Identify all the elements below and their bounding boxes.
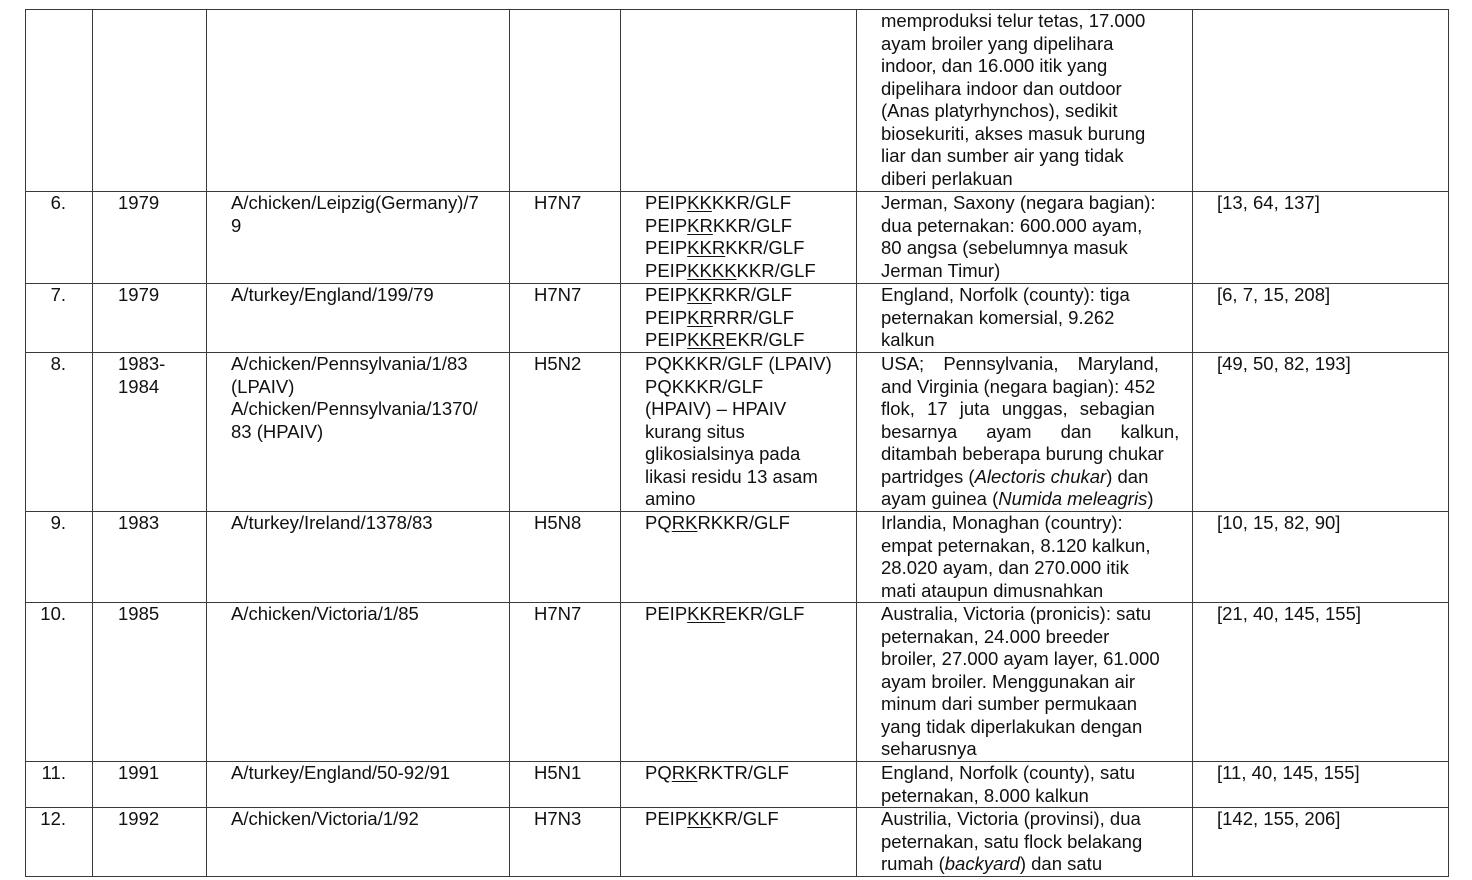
cell-reference: [21, 40, 145, 155] bbox=[1193, 603, 1449, 762]
desc-line: peternakan, 24.000 breeder bbox=[881, 625, 1110, 647]
year-line: 1983- bbox=[118, 353, 166, 374]
sequence-line: PEIPKKREKR/GLF bbox=[645, 603, 805, 624]
strain-line: A/chicken/Leipzig(Germany)/7 bbox=[231, 192, 479, 213]
cell-strain bbox=[207, 192, 510, 284]
cell-sequence bbox=[621, 284, 857, 353]
desc-line: England, Norfolk (county): tiga bbox=[881, 284, 1130, 305]
cell-sequence bbox=[621, 353, 857, 512]
cell-year: 1979 bbox=[93, 284, 207, 353]
desc-line: 80 angsa (sebelumnya masuk bbox=[881, 237, 1128, 258]
sequence-line: (HPAIV) – HPAIV bbox=[645, 398, 787, 419]
cell-no: 12. bbox=[26, 808, 93, 877]
desc-line: dipelihara indoor dan outdoor bbox=[881, 77, 1122, 99]
sequence-line: PEIPKKKKKKR/GLF bbox=[645, 259, 816, 281]
desc-line: 28.020 ayam, dan 270.000 itik bbox=[881, 557, 1129, 578]
desc-line: ayam guinea (Numida meleagris) bbox=[881, 488, 1154, 509]
cell-description bbox=[857, 603, 1193, 762]
desc-line: Jerman Timur) bbox=[881, 259, 1001, 281]
desc-line: memproduksi telur tetas, 17.000 bbox=[881, 10, 1146, 31]
cell-sequence bbox=[621, 10, 857, 192]
cell-description bbox=[857, 192, 1193, 284]
cell-no: 7. bbox=[26, 284, 93, 353]
cell-year bbox=[93, 353, 207, 512]
cell-subtype: H5N1 bbox=[510, 762, 621, 808]
desc-line: peternakan komersial, 9.262 bbox=[881, 306, 1115, 328]
cell-description bbox=[857, 762, 1193, 808]
cell-year: 1991 bbox=[93, 762, 207, 808]
table-row bbox=[26, 808, 1449, 877]
cell-subtype: H5N8 bbox=[510, 512, 621, 603]
strain-line: 9 bbox=[231, 214, 242, 236]
sequence-line: PEIPKKRKR/GLF bbox=[645, 284, 793, 305]
sequence-line: PQRKRKTR/GLF bbox=[645, 762, 789, 783]
table-row bbox=[26, 192, 1449, 284]
desc-line: Austrilia, Victoria (provinsi), dua bbox=[881, 808, 1141, 829]
cell-reference: [49, 50, 82, 193] bbox=[1193, 353, 1449, 512]
cell-no bbox=[26, 10, 93, 192]
sequence-line: likasi residu 13 asam bbox=[645, 465, 818, 487]
cell-reference bbox=[1193, 10, 1449, 192]
cell-sequence bbox=[621, 808, 857, 877]
cell-reference: [6, 7, 15, 208] bbox=[1193, 284, 1449, 353]
desc-line: rumah (backyard) dan satu bbox=[881, 853, 1103, 874]
cell-strain bbox=[207, 762, 510, 808]
cell-no: 6. bbox=[26, 192, 93, 284]
sequence-line: PEIPKKKKR/GLF bbox=[645, 192, 792, 213]
cell-no: 11. bbox=[26, 762, 93, 808]
desc-line: peternakan, 8.000 kalkun bbox=[881, 784, 1089, 806]
strain-line: 83 (HPAIV) bbox=[231, 420, 324, 442]
outbreak-table bbox=[25, 9, 1449, 877]
desc-line: England, Norfolk (county), satu bbox=[881, 762, 1135, 783]
cell-year: 1983 bbox=[93, 512, 207, 603]
sequence-line: amino bbox=[645, 488, 696, 509]
cell-subtype: H7N3 bbox=[510, 808, 621, 877]
cell-no: 8. bbox=[26, 353, 93, 512]
desc-line: partridges (Alectoris chukar) dan bbox=[881, 465, 1149, 487]
sequence-line: glikosialsinya pada bbox=[645, 443, 801, 464]
desc-line: flok, 17 juta unggas, sebagian bbox=[881, 398, 1155, 419]
cell-reference: [142, 155, 206] bbox=[1193, 808, 1449, 877]
desc-line: Jerman, Saxony (negara bagian): bbox=[881, 192, 1156, 213]
sequence-line: PQKKKR/GLF (LPAIV) bbox=[645, 353, 832, 374]
table-row bbox=[26, 762, 1449, 808]
desc-line: minum dari sumber permukaan bbox=[881, 693, 1138, 714]
cell-strain bbox=[207, 284, 510, 353]
cell-description bbox=[857, 353, 1193, 512]
cell-no: 9. bbox=[26, 512, 93, 603]
cell-reference: [13, 64, 137] bbox=[1193, 192, 1449, 284]
table-row-continuation bbox=[26, 10, 1449, 192]
cell-sequence bbox=[621, 762, 857, 808]
desc-line: ayam broiler. Menggunakan air bbox=[881, 670, 1136, 692]
cell-subtype: H7N7 bbox=[510, 192, 621, 284]
cell-subtype: H7N7 bbox=[510, 284, 621, 353]
desc-line: indoor, dan 16.000 itik yang bbox=[881, 55, 1108, 76]
desc-line: dua peternakan: 600.000 ayam, bbox=[881, 214, 1143, 236]
strain-line: A/turkey/England/199/79 bbox=[231, 284, 434, 305]
cell-year: 1979 bbox=[93, 192, 207, 284]
cell-strain bbox=[207, 512, 510, 603]
table-row bbox=[26, 353, 1449, 512]
desc-line: broiler, 27.000 ayam layer, 61.000 bbox=[881, 648, 1160, 669]
cell-no: 10. bbox=[26, 603, 93, 762]
desc-line: besarnya ayam dan kalkun, bbox=[881, 420, 1180, 442]
cell-strain bbox=[207, 603, 510, 762]
cell-sequence bbox=[621, 512, 857, 603]
year-line: 1984 bbox=[118, 375, 160, 397]
strain-line: A/chicken/Pennsylvania/1/83 bbox=[231, 353, 468, 374]
desc-line: ditambah beberapa burung chukar bbox=[881, 443, 1164, 464]
desc-line: Irlandia, Monaghan (country): bbox=[881, 512, 1123, 533]
desc-line: (Anas platyrhynchos), sedikit bbox=[881, 100, 1118, 121]
sequence-line: PEIPKRKKR/GLF bbox=[645, 214, 793, 236]
sequence-line: PEIPKKREKR/GLF bbox=[645, 329, 805, 350]
desc-line: diberi perlakuan bbox=[881, 167, 1013, 189]
cell-reference: [11, 40, 145, 155] bbox=[1193, 762, 1449, 808]
desc-line: kalkun bbox=[881, 329, 935, 350]
strain-line: (LPAIV) bbox=[231, 375, 295, 397]
desc-line: seharusnya bbox=[881, 738, 977, 759]
strain-line: A/chicken/Pennsylvania/1370/ bbox=[231, 398, 478, 419]
desc-line: peternakan, satu flock belakang bbox=[881, 830, 1143, 852]
sequence-line: PQRKRKKR/GLF bbox=[645, 512, 790, 533]
desc-line: empat peternakan, 8.120 kalkun, bbox=[881, 534, 1151, 556]
cell-description bbox=[857, 10, 1193, 192]
cell-strain bbox=[207, 353, 510, 512]
desc-line: biosekuriti, akses masuk burung bbox=[881, 122, 1146, 144]
cell-year: 1992 bbox=[93, 808, 207, 877]
sequence-line: PEIPKKRKKR/GLF bbox=[645, 237, 805, 258]
desc-line: mati ataupun dimusnahkan bbox=[881, 579, 1104, 601]
cell-description bbox=[857, 284, 1193, 353]
table-row bbox=[26, 512, 1449, 603]
desc-line: liar dan sumber air yang tidak bbox=[881, 145, 1124, 166]
desc-line: ayam broiler yang dipelihara bbox=[881, 32, 1114, 54]
strain-line: A/turkey/Ireland/1378/83 bbox=[231, 512, 433, 533]
table-row bbox=[26, 603, 1449, 762]
cell-strain bbox=[207, 808, 510, 877]
desc-line: yang tidak diperlakukan dengan bbox=[881, 715, 1143, 737]
strain-line: A/chicken/Victoria/1/85 bbox=[231, 603, 419, 624]
cell-strain bbox=[207, 10, 510, 192]
cell-subtype: H5N2 bbox=[510, 353, 621, 512]
strain-line: A/chicken/Victoria/1/92 bbox=[231, 808, 419, 829]
cell-sequence bbox=[621, 192, 857, 284]
strain-line: A/turkey/England/50-92/91 bbox=[231, 762, 451, 783]
cell-subtype bbox=[510, 10, 621, 192]
cell-year bbox=[93, 10, 207, 192]
cell-description bbox=[857, 512, 1193, 603]
sequence-line: kurang situs bbox=[645, 420, 745, 442]
table-row bbox=[26, 284, 1449, 353]
desc-line: Australia, Victoria (pronicis): satu bbox=[881, 603, 1152, 624]
cell-reference: [10, 15, 82, 90] bbox=[1193, 512, 1449, 603]
cell-year: 1985 bbox=[93, 603, 207, 762]
desc-line: and Virginia (negara bagian): 452 bbox=[881, 375, 1156, 397]
cell-sequence bbox=[621, 603, 857, 762]
cell-description bbox=[857, 808, 1193, 877]
sequence-line: PEIPKKKR/GLF bbox=[645, 808, 779, 829]
sequence-line: PQKKKR/GLF bbox=[645, 375, 764, 397]
sequence-line: PEIPKRRRR/GLF bbox=[645, 306, 795, 328]
cell-subtype: H7N7 bbox=[510, 603, 621, 762]
desc-line: USA; Pennsylvania, Maryland, bbox=[881, 353, 1159, 374]
